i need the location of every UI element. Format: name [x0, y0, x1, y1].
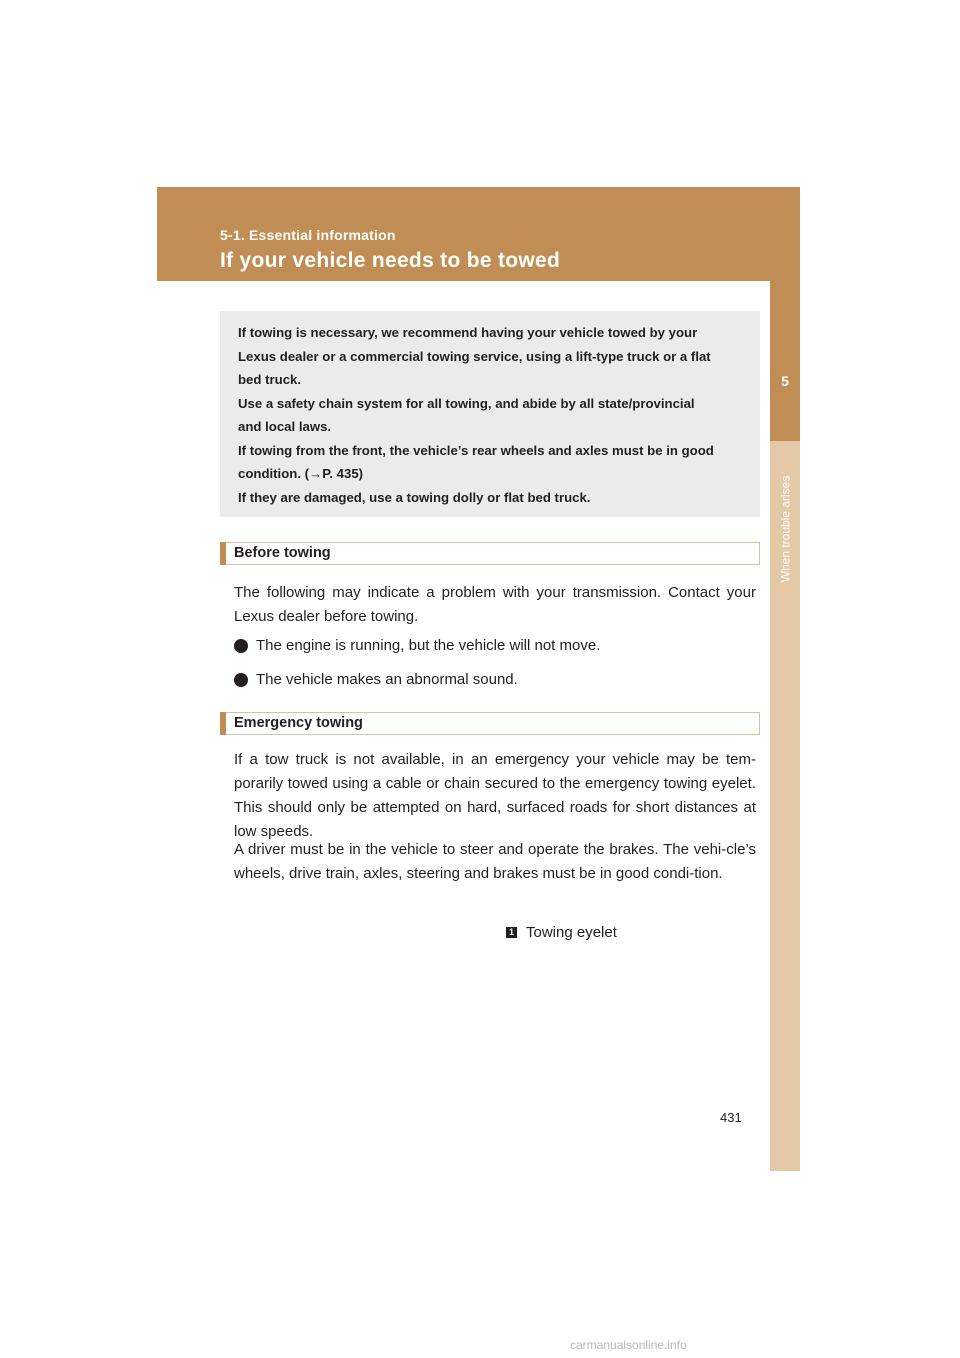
- intro-line: If they are damaged, use a towing dolly or flat bed truck.: [238, 489, 591, 505]
- section-label: 5-1. Essential information: [220, 227, 396, 243]
- intro-line: Lexus dealer or a commercial towing service, using a lift-type truck or a flat: [238, 348, 711, 364]
- intro-line: If towing is necessary, we recommend having your vehicle towed by your: [238, 325, 698, 340]
- callout-number-icon: 1: [506, 927, 517, 938]
- emergency-towing-paragraph-2: A driver must be in the vehicle to steer and operate the brakes. The vehi-cle’s wheels, drive train, axles, steering and brakes must be in good condi-tion.: [234, 841, 756, 882]
- heading-bar: [220, 542, 226, 565]
- intro-box: [220, 311, 760, 517]
- callout-towing-eyelet: [506, 924, 617, 941]
- emergency-towing-heading: [220, 712, 760, 735]
- heading-label: Emergency towing: [234, 715, 363, 731]
- bullet-icon: [234, 673, 248, 687]
- intro-line: bed truck.: [238, 372, 302, 387]
- list-item: The engine is running, but the vehicle will not move.: [234, 637, 600, 654]
- chapter-number: 5: [781, 373, 789, 389]
- emergency-towing-paragraph-1: If a tow truck is not available, in an emergency your vehicle may be tem-porarily towed using a cable or chain secured to the emergency towing eyelet. This should only be attempted on hard, surfaced roads for short distances at low speeds.: [234, 751, 756, 840]
- watermark: carmanualsonline.info: [570, 1338, 687, 1352]
- chapter-side-tab: [770, 281, 800, 1171]
- intro-line: and local laws.: [238, 419, 332, 434]
- heading-label: Before towing: [234, 545, 331, 561]
- chapter-title: When trouble arises: [778, 475, 792, 583]
- bullet-icon: [234, 639, 248, 653]
- page-number: 431: [720, 1110, 742, 1125]
- intro-line: Use a safety chain system for all towing, and abide by all state/provincial: [238, 395, 695, 411]
- page-title: If your vehicle needs to be towed: [220, 249, 561, 272]
- list-item: The vehicle makes an abnormal sound.: [234, 671, 518, 688]
- heading-bar: [220, 712, 226, 735]
- before-towing-heading: [220, 542, 760, 565]
- section-header: [157, 187, 800, 281]
- intro-line: condition. (→P. 435): [238, 466, 364, 481]
- callout-label: Towing eyelet: [526, 924, 617, 941]
- before-towing-text: The following may indicate a problem with your transmission. Contact your Lexus dealer before towing.: [234, 584, 756, 625]
- intro-line: If towing from the front, the vehicle’s rear wheels and axles must be in good: [238, 442, 714, 458]
